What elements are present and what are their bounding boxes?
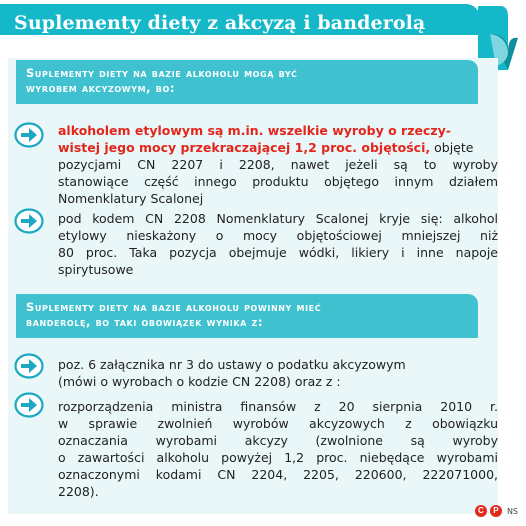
section2-header-line: Suplementy diety na bazie alkoholu powinny mieć — [26, 300, 322, 314]
item-red-line: alkoholem etylowym są m.in. wszelkie wyroby o rzeczy- — [58, 123, 451, 138]
section2-header — [16, 294, 478, 338]
arrow-right-icon — [14, 208, 44, 234]
item-line: spirytusowe — [58, 262, 134, 277]
section1-item2 — [58, 210, 498, 278]
page-title: Suplementy diety z akcyzą i banderolą — [14, 12, 426, 34]
item-line: oznaczania wyrobami akcyzy (zwolnione są wyroby — [58, 433, 498, 448]
item-line — [58, 139, 498, 156]
item-line: stanowiące część innego produktu objętego innym działem — [58, 174, 498, 189]
copyright-logo: C — [475, 505, 487, 517]
item-line: etylowy nieskażony o mocy objętościowej mniejszej niż — [58, 228, 498, 243]
title-bar — [0, 4, 480, 35]
item-line: pozycjami CN 2207 i 2208, nawet jeżeli są to wyroby — [58, 157, 498, 172]
content-panel — [8, 58, 498, 514]
item-line: rozporządzenia ministra finansów z 20 sierpnia 2010 r. — [58, 399, 498, 414]
section1-header-line: Suplementy diety na bazie alkoholu mogą być — [26, 66, 298, 80]
arrow-right-icon — [14, 392, 44, 418]
item-line: Nomenklatury Scalonej — [58, 191, 204, 206]
item-line: o zawartości alkoholu powyżej 1,2 proc. niebędące wyrobami — [58, 450, 498, 465]
section2-item1 — [58, 356, 498, 390]
item-line: w sprawie zwolnień wyrobów akcyzowych z obowiązku — [58, 416, 498, 431]
arrow-right-icon — [14, 122, 44, 148]
item-red-line: wistej jego mocy przekraczającej 1,2 proc. objętości, — [58, 140, 431, 155]
footer-logos — [475, 504, 518, 518]
item-line: (mówi o wyrobach o kodzie CN 2208) oraz z : — [58, 374, 341, 389]
item-line: 80 proc. Taka pozycja obejmuje wódki, likiery i inne napoje — [58, 245, 498, 260]
item-red-tail: objęte — [430, 140, 474, 155]
section1-header — [16, 60, 478, 104]
item-line: 2208). — [58, 484, 99, 499]
section2-item2 — [58, 398, 498, 500]
source-mark: NS — [506, 506, 518, 516]
publisher-logo: P — [490, 505, 502, 517]
section1-item1 — [58, 122, 498, 207]
section2-header-line: banderolę, bo taki obowiązek wynika z: — [26, 315, 264, 329]
item-line: oznaczonymi kodami CN 2204, 2205, 220600, 222071000, — [58, 467, 498, 482]
item-line: poz. 6 załącznika nr 3 do ustawy o podatku akcyzowym — [58, 357, 406, 372]
item-line: pod kodem CN 2208 Nomenklatury Scalonej kryje się: alkohol — [58, 211, 498, 226]
arrow-right-icon — [14, 353, 44, 379]
section1-header-line: wyrobem akcyzowym, bo: — [26, 81, 176, 95]
